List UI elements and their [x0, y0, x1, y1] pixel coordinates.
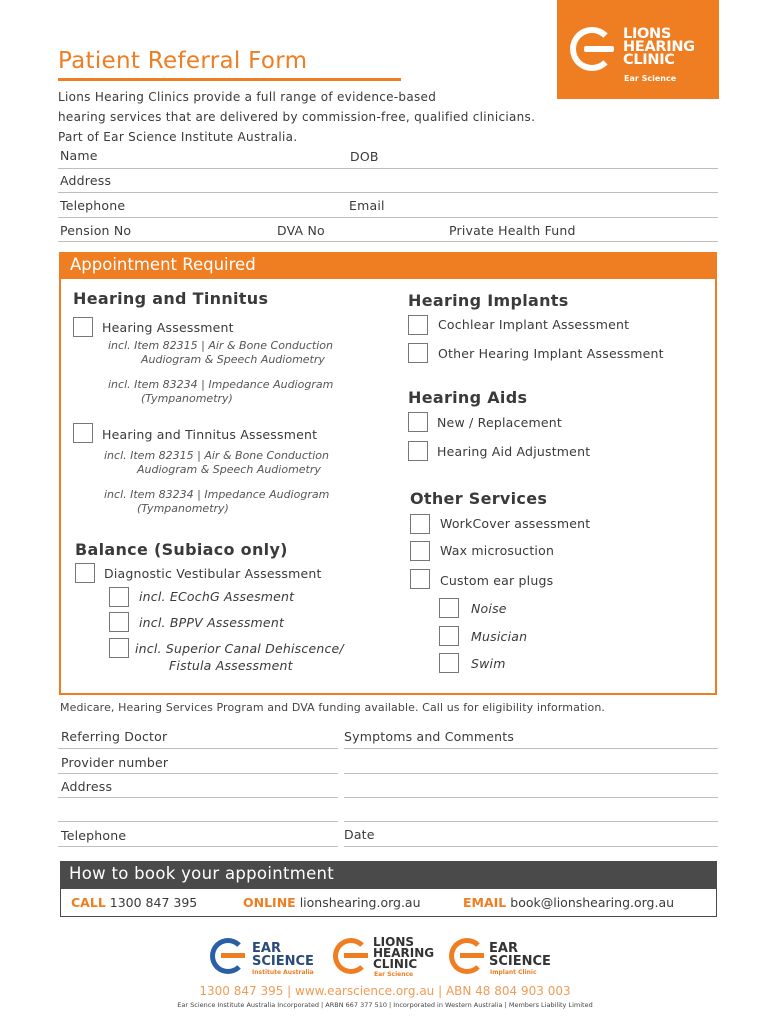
logo-word: SCIENCE: [252, 954, 314, 969]
cochlear-implant-checkbox[interactable]: [408, 315, 428, 335]
bppv-checkbox[interactable]: [109, 612, 129, 632]
referrer-telephone-line[interactable]: [58, 846, 338, 847]
online-label: ONLINE: [243, 895, 296, 910]
hearing-tinnitus-assessment-label: Hearing and Tinnitus Assessment: [102, 427, 318, 442]
hearing-assessment-label: Hearing Assessment: [102, 320, 234, 335]
logo-word: SCIENCE: [489, 954, 551, 969]
footer-contact: 1300 847 395 | www.earscience.org.au | ABN 48 804 903 003: [199, 984, 571, 998]
logo-word: EAR: [489, 941, 518, 956]
wax-microsuction-checkbox[interactable]: [410, 541, 430, 561]
logo-text: [623, 28, 695, 67]
booking-online[interactable]: [243, 895, 421, 910]
name-field-label: Name: [60, 148, 98, 163]
aid-adjustment-checkbox[interactable]: [408, 441, 428, 461]
lions-logo-text: [373, 937, 434, 970]
intro-line: hearing services that are delivered by commission-free, qualified clinicians.: [58, 110, 536, 124]
other-implant-checkbox[interactable]: [408, 343, 428, 363]
ear-science-institute-logo: [210, 934, 328, 980]
custom-ear-plugs-label: Custom ear plugs: [440, 573, 554, 588]
call-label: CALL: [71, 895, 106, 910]
logo-line-3: CLINIC: [623, 52, 675, 68]
symptoms-line-2[interactable]: [344, 773, 718, 774]
swim-label: Swim: [471, 656, 506, 671]
other-services-heading: Other Services: [410, 489, 548, 508]
bppv-label: incl. BPPV Assessment: [139, 615, 285, 630]
intro-line: Lions Hearing Clinics provide a full range of evidence-based: [58, 90, 437, 104]
intro-text: [58, 87, 535, 147]
aid-adjustment-label: Hearing Aid Adjustment: [437, 444, 591, 459]
lions-hearing-logo: [557, 0, 719, 99]
incl-line: incl. Item 83234 | Impedance Audiogram: [104, 488, 330, 501]
other-implant-label: Other Hearing Implant Assessment: [438, 346, 664, 361]
booking-contacts: [60, 889, 717, 917]
referrer-address-label: Address: [61, 779, 113, 794]
ecochg-label: incl. ECochG Assesment: [139, 589, 295, 604]
booking-call[interactable]: [71, 895, 197, 910]
incl-text: [108, 378, 333, 406]
incl-line: incl. Item 82315 | Air & Bone Conduction: [104, 449, 329, 462]
hearing-tinnitus-assessment-checkbox[interactable]: [73, 423, 93, 443]
logo-word: HEARING: [373, 946, 435, 960]
musician-label: Musician: [471, 629, 528, 644]
logo-e-bar: [584, 46, 614, 52]
symptoms-label: Symptoms and Comments: [344, 729, 515, 744]
lions-hearing-footer-logo: [333, 934, 445, 980]
address-field-line[interactable]: [58, 192, 718, 193]
logo-line-1: LIONS: [623, 26, 672, 42]
incl-line: Audiogram & Speech Audiometry: [137, 463, 321, 476]
symptoms-line-1[interactable]: [344, 748, 718, 749]
referring-doctor-label: Referring Doctor: [61, 729, 168, 744]
title-underline: [58, 78, 401, 81]
telephone-field-line[interactable]: [58, 217, 718, 218]
pension-field-label: Pension No: [60, 223, 132, 238]
musician-checkbox[interactable]: [439, 626, 459, 646]
canal-dehiscence-line: Fistula Assessment: [169, 658, 293, 673]
logo-word: CLINIC: [373, 957, 418, 971]
pension-field-line[interactable]: [58, 241, 718, 242]
incl-line: Audiogram & Speech Audiometry: [141, 353, 325, 366]
lions-logo-sub: Ear Science: [374, 971, 414, 978]
workcover-checkbox[interactable]: [410, 514, 430, 534]
incl-text: [104, 449, 329, 477]
booking-title: How to book your appointment: [69, 864, 335, 883]
provider-number-label: Provider number: [61, 755, 169, 770]
lions-e-bar: [344, 953, 368, 958]
hearing-aids-heading: Hearing Aids: [408, 388, 528, 407]
referrer-address-line-1[interactable]: [58, 797, 338, 798]
new-replacement-label: New / Replacement: [437, 415, 562, 430]
appointment-section: [59, 252, 717, 695]
symptoms-line-4[interactable]: [344, 821, 718, 822]
ear-science-logo-sub: Institute Australia: [252, 969, 314, 976]
canal-dehiscence-line: incl. Superior Canal Dehiscence/: [135, 641, 344, 656]
cochlear-implant-label: Cochlear Implant Assessment: [438, 317, 630, 332]
symptoms-line-3[interactable]: [344, 797, 718, 798]
booking-email[interactable]: [463, 895, 674, 910]
implant-e-bar: [460, 953, 484, 958]
ear-science-implant-logo: [449, 934, 561, 980]
call-value: 1300 847 395: [109, 895, 198, 910]
logo-word: EAR: [252, 941, 281, 956]
telephone-field-label: Telephone: [60, 198, 126, 213]
email-field-label: Email: [349, 198, 385, 213]
canal-dehiscence-label: [135, 640, 344, 674]
noise-label: Noise: [471, 601, 507, 616]
email-value: book@lionshearing.org.au: [510, 895, 675, 910]
incl-line: (Tympanometry): [141, 392, 233, 405]
implant-logo-sub: Implant Clinic: [490, 969, 537, 976]
implant-logo-text: [489, 942, 551, 968]
incl-line: incl. Item 82315 | Air & Bone Conduction: [108, 339, 333, 352]
email-label: EMAIL: [463, 895, 507, 910]
referring-doctor-line[interactable]: [58, 748, 338, 749]
new-replacement-checkbox[interactable]: [408, 412, 428, 432]
wax-microsuction-label: Wax microsuction: [440, 543, 555, 558]
swim-checkbox[interactable]: [439, 653, 459, 673]
page-title: Patient Referral Form: [58, 48, 308, 74]
health-fund-field-label: Private Health Fund: [449, 223, 576, 238]
date-label: Date: [344, 827, 375, 842]
workcover-label: WorkCover assessment: [440, 516, 591, 531]
provider-number-line[interactable]: [58, 773, 338, 774]
logo-subtitle: Ear Science: [624, 74, 677, 83]
incl-text: [108, 339, 333, 367]
date-line[interactable]: [344, 846, 718, 847]
custom-ear-plugs-checkbox[interactable]: [410, 569, 430, 589]
appointment-title: Appointment Required: [70, 255, 256, 274]
intro-line: Part of Ear Science Institute Australia.: [58, 130, 298, 144]
incl-line: incl. Item 83234 | Impedance Audiogram: [108, 378, 334, 391]
canal-dehiscence-checkbox[interactable]: [109, 638, 129, 658]
logo-word: LIONS: [373, 935, 414, 949]
vestibular-assessment-checkbox[interactable]: [75, 563, 95, 583]
incl-text: [104, 488, 329, 516]
incl-line: (Tympanometry): [137, 502, 229, 515]
vestibular-assessment-label: Diagnostic Vestibular Assessment: [104, 566, 322, 581]
balance-heading: Balance (Subiaco only): [75, 540, 288, 559]
ear-science-e-bar: [221, 953, 245, 958]
logo-line-2: HEARING: [623, 39, 695, 55]
referrer-telephone-label: Telephone: [61, 828, 127, 843]
funding-note: Medicare, Hearing Services Program and DVA funding available. Call us for eligibility information.: [60, 701, 606, 714]
ecochg-checkbox[interactable]: [109, 587, 129, 607]
hearing-implants-heading: Hearing Implants: [408, 291, 569, 310]
referrer-address-line-2[interactable]: [58, 821, 338, 822]
dva-field-label: DVA No: [277, 223, 325, 238]
hearing-tinnitus-heading: Hearing and Tinnitus: [73, 289, 269, 308]
hearing-assessment-checkbox[interactable]: [73, 317, 93, 337]
address-field-label: Address: [60, 173, 112, 188]
appointment-header: [61, 254, 715, 279]
ear-science-logo-text: [252, 942, 314, 968]
noise-checkbox[interactable]: [439, 598, 459, 618]
dob-field-label: DOB: [350, 149, 379, 164]
online-value: lionshearing.org.au: [299, 895, 421, 910]
name-field-line[interactable]: [58, 168, 718, 169]
booking-header: [60, 861, 717, 889]
footer-legal: Ear Science Institute Australia Incorporated | ARBN 667 377 510 | Incorporated in Western Australia | Members Liability Limited: [177, 1001, 593, 1009]
